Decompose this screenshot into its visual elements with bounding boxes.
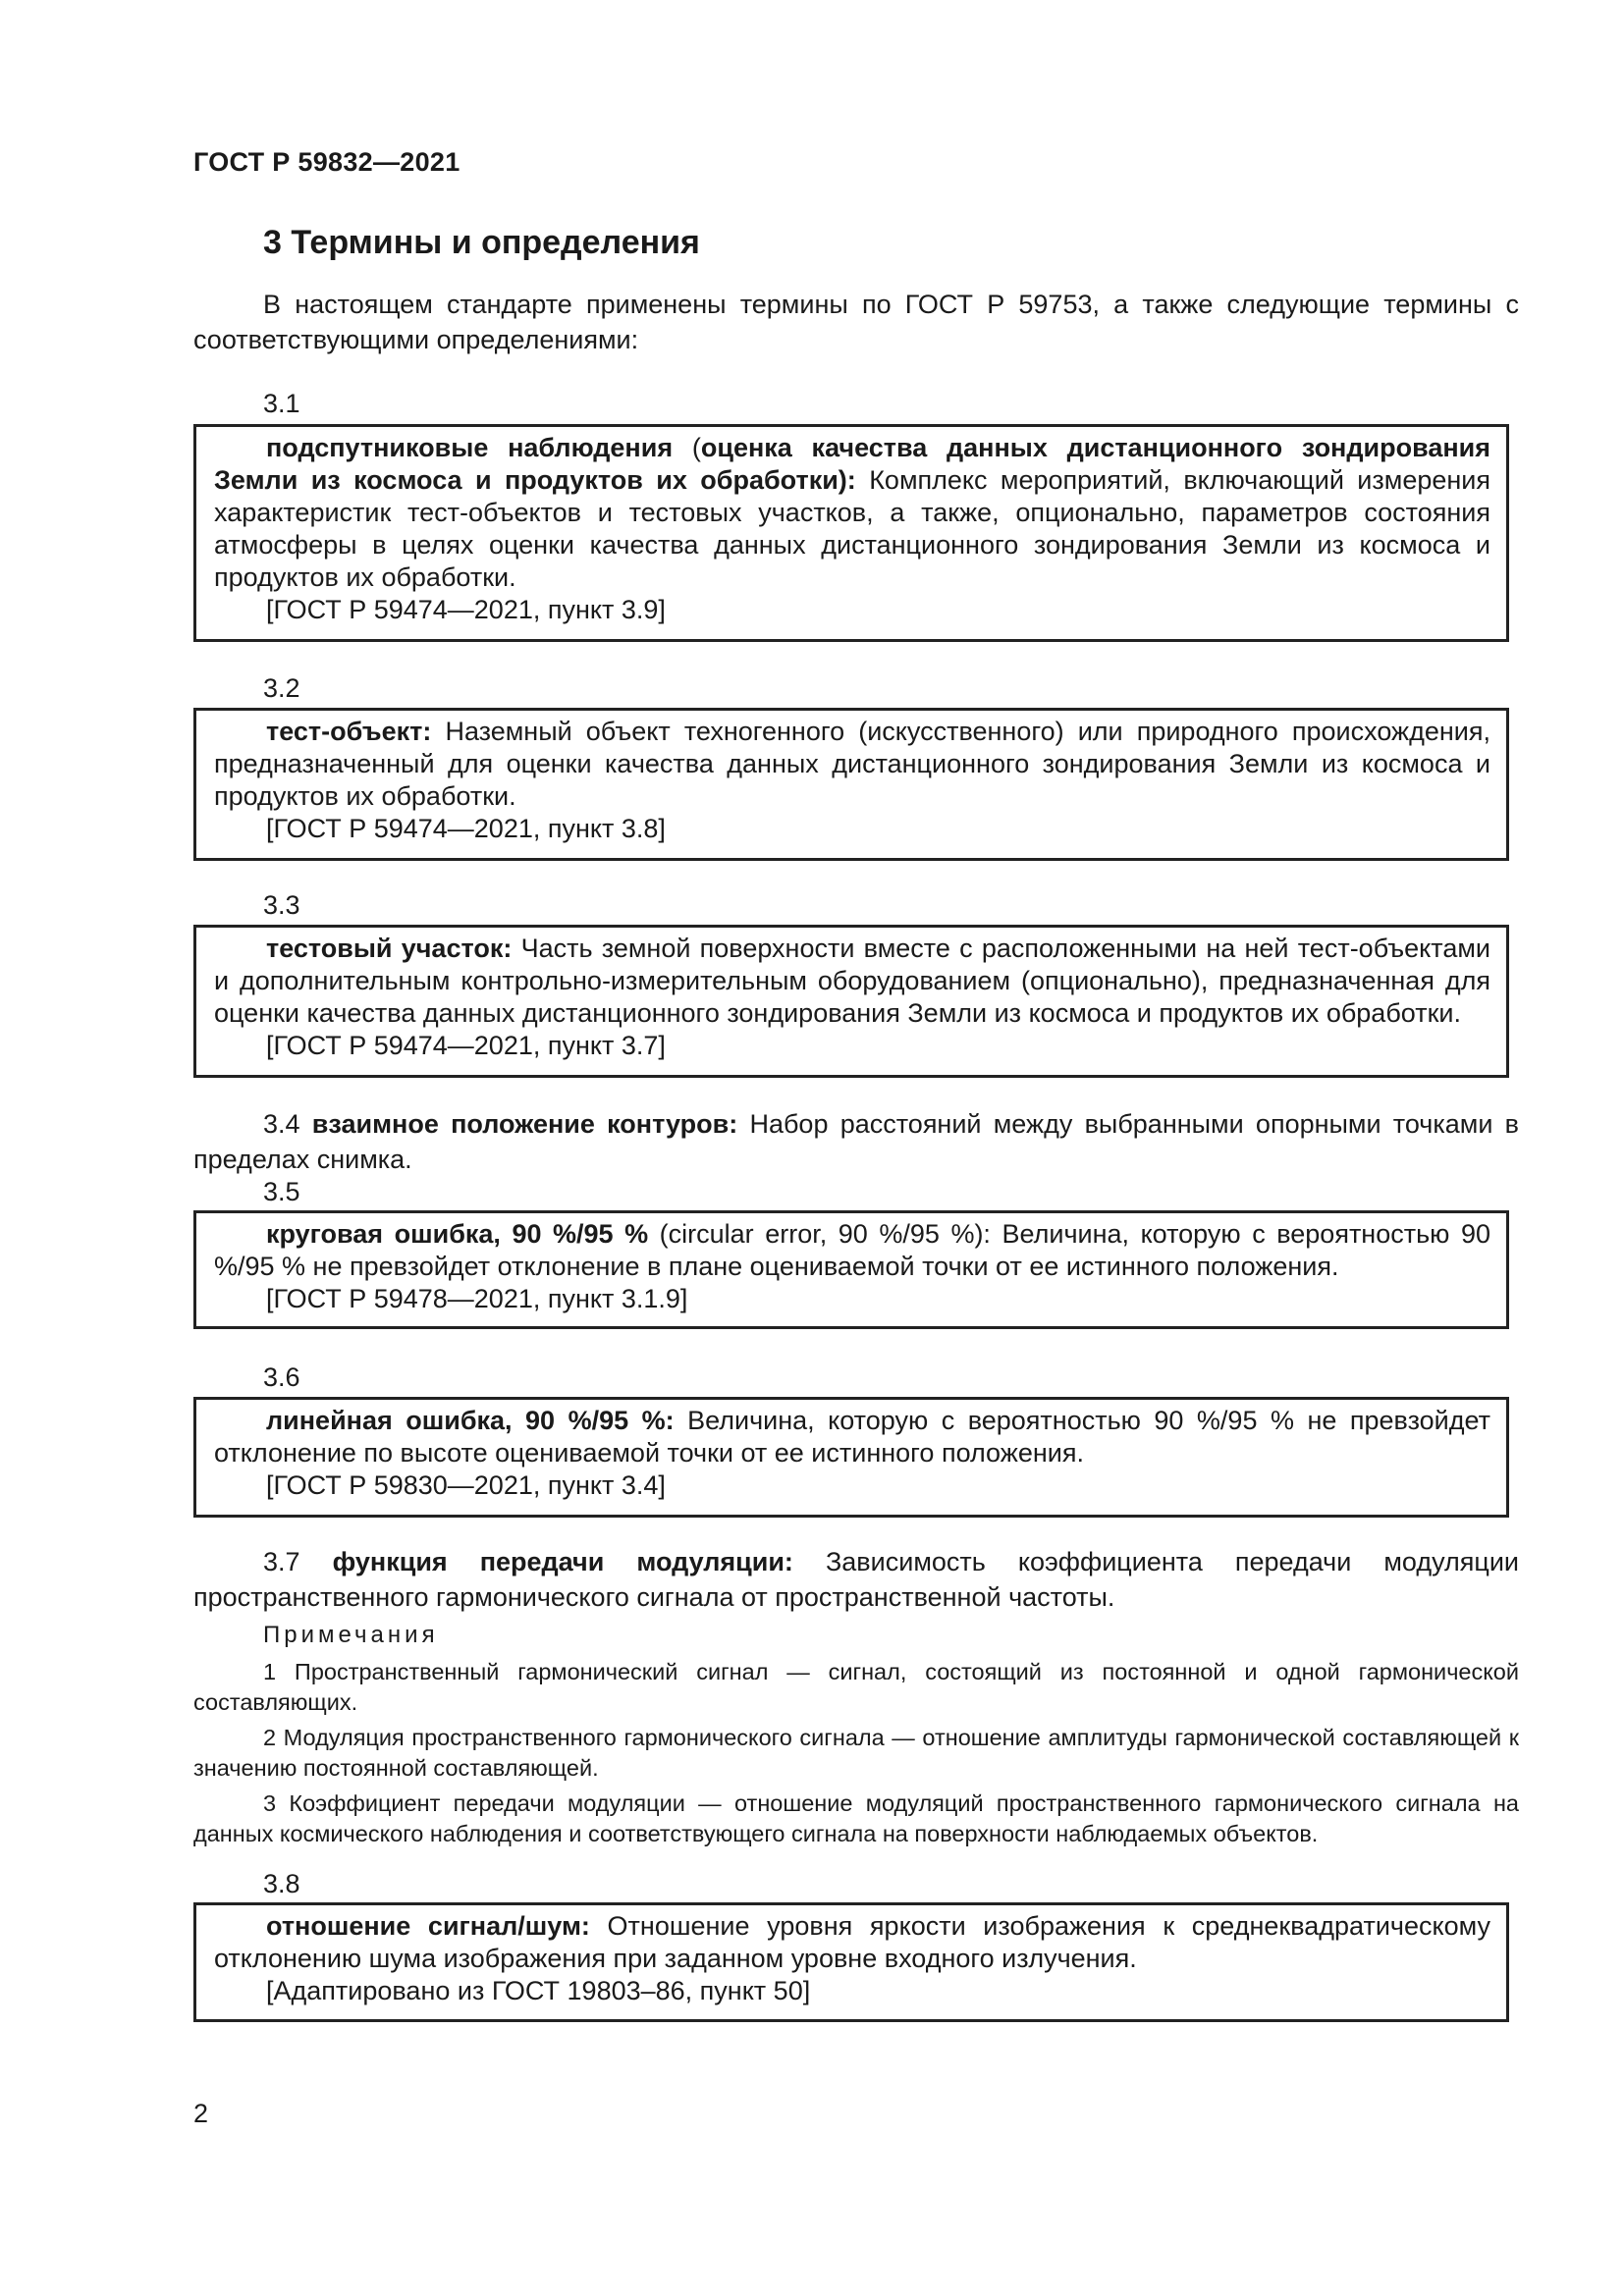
term-name: линейная ошибка, 90 %/95 %: xyxy=(266,1406,675,1435)
note-item: 2 Модуляция пространственного гармонического сигнала — отношение амплитуды гармонической составляющей к значению постоянной составляющей. xyxy=(193,1725,1519,1781)
term-box xyxy=(193,925,1509,1078)
term-name: отношение сигнал/шум: xyxy=(266,1911,590,1941)
term-source: [Адаптировано из ГОСТ 19803–86, пункт 50] xyxy=(266,1976,811,2005)
term-name: круговая ошибка, 90 %/95 % xyxy=(266,1219,649,1249)
intro-paragraph: В настоящем стандарте применены термины по ГОСТ Р 59753, а также следующие термины с соответствующими определениями: xyxy=(193,290,1519,354)
term-box xyxy=(193,424,1509,642)
term-box xyxy=(193,1397,1509,1518)
term-definition: линейная ошибка, 90 %/95 %: Величина, которую с вероятностью 90 %/95 % не превзойдет отклонение по высоте оцениваемой точки от ее истинного положения. xyxy=(214,1406,1490,1468)
page-number: 2 xyxy=(193,2099,209,2128)
term-number: 3.7 xyxy=(263,1547,300,1576)
term-number: 3.5 xyxy=(263,1177,300,1206)
note-item: 3 Коэффициент передачи модуляции — отношение модуляций пространственного гармонического сигнала на данных космического наблюдения и соответствующего сигнала на поверхности наблюдаемых объектов. xyxy=(193,1790,1519,1846)
term-definition: отношение сигнал/шум: Отношение уровня яркости изображения к среднеквадратическому отклонению шума изображения при заданном уровне входного излучения. xyxy=(214,1911,1490,1973)
term-box xyxy=(193,1902,1509,2022)
note-item: 1 Пространственный гармонический сигнал — сигнал, состоящий из постоянной и одной гармонической составляющих. xyxy=(193,1659,1519,1715)
term-box xyxy=(193,1210,1509,1329)
term-number: 3.1 xyxy=(263,389,300,418)
term-paragraph: 3.7 функция передачи модуляции: Зависимость коэффициента передачи модуляции пространственного гармонического сигнала от пространственной частоты. xyxy=(193,1547,1519,1612)
term-name: функция передачи модуляции: xyxy=(332,1547,793,1576)
term-number: 3.8 xyxy=(263,1869,300,1898)
term-name: взаимное положение контуров: xyxy=(311,1109,738,1139)
term-definition: тест-объект: Наземный объект техногенного (искусственного) или природного происхождения, предназначенный для оценки качества данных дистанционного зондирования Земли из космоса и продуктов их обработки. xyxy=(214,717,1490,811)
term-name: тестовый участок: xyxy=(266,934,513,963)
term-name: подспутниковые наблюдения xyxy=(266,433,674,462)
term-alt-name: оценка качества данных дистанционного зондирования Земли из космоса и продуктов их обработки): xyxy=(214,433,1491,495)
term-paragraph: 3.4 взаимное положение контуров: Набор расстояний между выбранными опорными точками в пределах снимка. xyxy=(193,1109,1519,1174)
term-box xyxy=(193,708,1509,861)
term-source: [ГОСТ Р 59474—2021, пункт 3.8] xyxy=(266,814,666,843)
term-definition: круговая ошибка, 90 %/95 % (circular error, 90 %/95 %): Величина, которую с вероятностью 90 %/95 % не превзойдет отклонение в плане оцениваемой точки от ее истинного положения. xyxy=(214,1219,1490,1281)
term-name: тест-объект: xyxy=(266,717,432,746)
term-definition: тестовый участок: Часть земной поверхности вместе с расположенными на ней тест-объектами и дополнительным контрольно-измерительным оборудованием (опционально), предназначенная для оценки качества данных дистанционного зондирования Земли из космоса и продуктов их обработки. xyxy=(214,934,1490,1028)
term-definition: подспутниковые наблюдения (оценка качества данных дистанционного зондирования Земли из космоса и продуктов их обработки): Комплекс мероприятий, включающий измерения характеристик тест-объектов и тестовых участков, а также, опционально, параметров состояния атмосферы в целях оценки качества данных дистанционного зондирования Земли из космоса и продуктов их обработки. xyxy=(214,433,1491,592)
term-source: [ГОСТ Р 59478—2021, пункт 3.1.9] xyxy=(266,1284,688,1313)
term-number: 3.3 xyxy=(263,890,300,920)
term-number: 3.2 xyxy=(263,673,300,703)
term-source: [ГОСТ Р 59830—2021, пункт 3.4] xyxy=(266,1470,666,1500)
term-number: 3.6 xyxy=(263,1362,300,1392)
term-source: [ГОСТ Р 59474—2021, пункт 3.9] xyxy=(266,595,666,624)
notes-heading: Примечания xyxy=(263,1622,439,1648)
section-title: 3 Термины и определения xyxy=(263,224,700,261)
term-source: [ГОСТ Р 59474—2021, пункт 3.7] xyxy=(266,1031,666,1060)
document-header: ГОСТ Р 59832—2021 xyxy=(193,147,460,177)
term-number: 3.4 xyxy=(263,1109,300,1139)
